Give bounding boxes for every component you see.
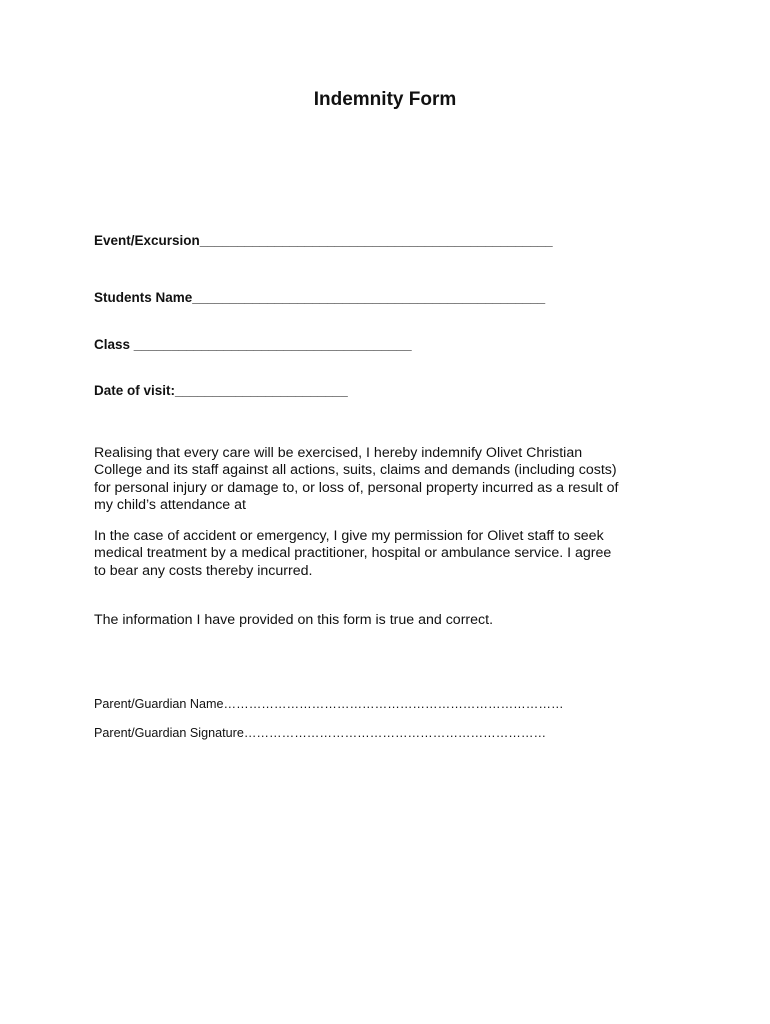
paragraph-line: Realising that every care will be exercised, I hereby indemnify Olivet Christian — [94, 445, 583, 461]
paragraph-line: College and its staff against all actions, suits, claims and demands (including costs) — [94, 462, 617, 479]
paragraph-line: The information I have provided on this form is true and correct. — [94, 612, 494, 628]
class-field[interactable]: Class _____________________________________ — [94, 337, 412, 352]
paragraph-line: to bear any costs thereby incurred. — [94, 562, 313, 579]
date-of-visit-field[interactable]: Date of visit:_______________________ — [94, 383, 348, 398]
student-name-field[interactable]: Students Name_______________________________________________ — [94, 290, 546, 305]
guardian-name-line[interactable]: Parent/Guardian Name……………………………………………………………………… — [94, 697, 564, 711]
document-title: Indemnity Form — [313, 89, 457, 110]
guardian-signature-line[interactable]: Parent/Guardian Signature……………………………………………………………… — [94, 726, 547, 740]
indemnity-paragraph — [94, 445, 694, 514]
declaration-paragraph — [94, 612, 694, 629]
paragraph-line: In the case of accident or emergency, I give my permission for Olivet staff to seek — [94, 528, 604, 544]
paragraph-line: medical treatment by a medical practitioner, hospital or ambulance service. I agree — [94, 545, 612, 562]
emergency-paragraph — [94, 528, 694, 580]
paragraph-line: for personal injury or damage to, or loss of, personal property incurred as a result of — [94, 479, 619, 496]
event-excursion-field[interactable]: Event/Excursion_______________________________________________ — [94, 233, 553, 248]
paragraph-line: my child’s attendance at — [94, 496, 246, 513]
